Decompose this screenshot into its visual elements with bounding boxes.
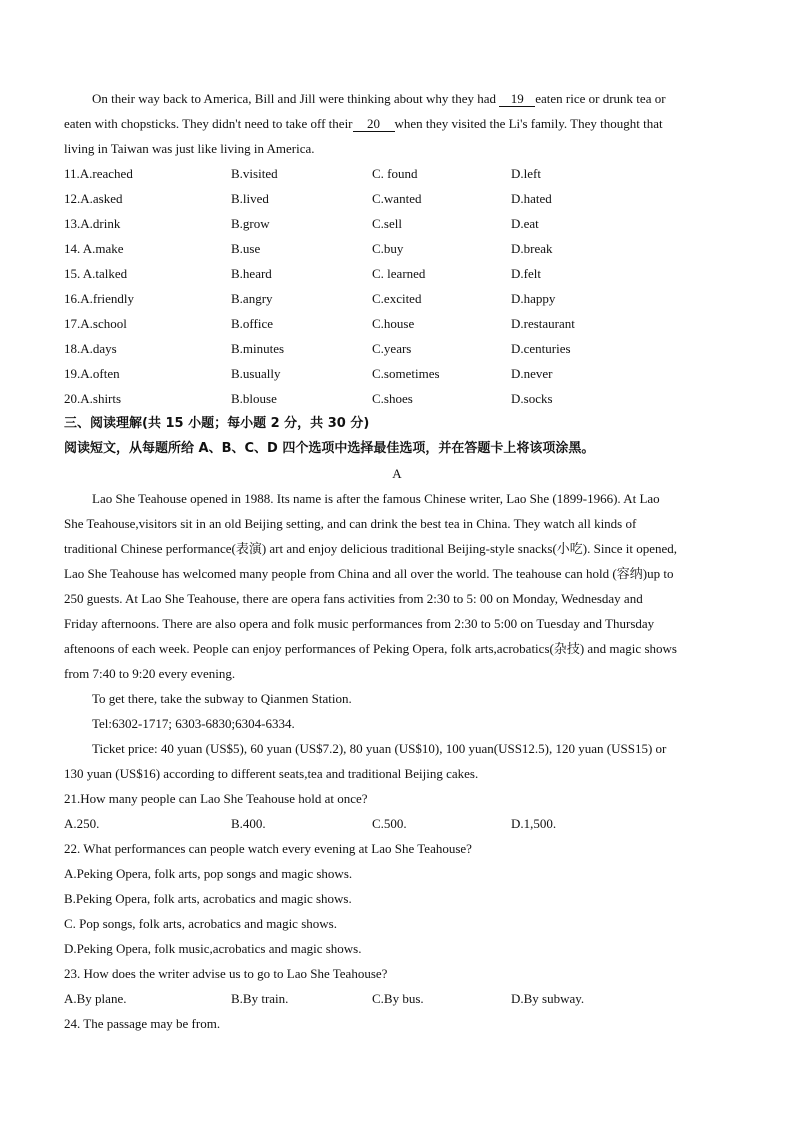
question-23-options <box>64 990 744 1008</box>
cloze-option-row <box>64 190 744 208</box>
option-c: C. learned <box>372 266 426 281</box>
option-b: B.Peking Opera, folk arts, acrobatics and magic shows. <box>64 891 352 906</box>
cloze-option-row <box>64 165 744 183</box>
question-24-stem: 24. The passage may be from. <box>64 1016 221 1031</box>
cloze-option-row <box>64 215 744 233</box>
option-a: A.By plane. <box>64 991 127 1006</box>
option-a: 13.A.drink <box>64 216 121 231</box>
telephone-info: Tel:6302-1717; 6303-6830;6304-6334. <box>92 716 295 731</box>
passage-line: Lao She Teahouse has welcomed many people from China and all over the world. The teahouse can hold (容纳)up to <box>64 566 674 581</box>
section-instruction: 阅读短文，从每题所给 A、B、C、D 四个选项中选择最佳选项，并在答题卡上将该项涂黑。 <box>64 441 595 456</box>
option-b: B.lived <box>231 191 269 206</box>
cloze-passage-line-2 <box>64 115 663 133</box>
question-21-stem: 21.How many people can Lao She Teahouse hold at once? <box>64 791 368 806</box>
option-b: B.heard <box>231 266 272 281</box>
question-21-options <box>64 815 744 833</box>
passage-line: She Teahouse,visitors sit in an old Beijing setting, and can drink the best tea in China. They watch all kinds of <box>64 516 637 531</box>
option-c: C.shoes <box>372 391 413 406</box>
option-b: B.By train. <box>231 991 289 1006</box>
option-d: D.restaurant <box>511 316 575 331</box>
ticket-price-line-2: 130 yuan (US$16) according to different seats,tea and traditional Beijing cakes. <box>64 766 479 781</box>
option-b: B.minutes <box>231 341 285 356</box>
option-c: C.house <box>372 316 415 331</box>
option-d: D.never <box>511 366 553 381</box>
option-a: 14. A.make <box>64 241 124 256</box>
option-b: B.grow <box>231 216 270 231</box>
option-d: D.hated <box>511 191 552 206</box>
option-d: D.socks <box>511 391 553 406</box>
cloze-option-row <box>64 290 744 308</box>
question-23-stem: 23. How does the writer advise us to go to Lao She Teahouse? <box>64 966 388 981</box>
option-c: C.excited <box>372 291 422 306</box>
cloze-text: when they visited the Li's family. They thought that <box>394 116 663 131</box>
option-b: B.angry <box>231 291 273 306</box>
cloze-text: eaten rice or drunk tea or <box>535 91 666 106</box>
option-a: 19.A.often <box>64 366 120 381</box>
cloze-option-row <box>64 365 744 383</box>
option-b: B.use <box>231 241 261 256</box>
option-d: D.felt <box>511 266 541 281</box>
question-22-stem: 22. What performances can people watch every evening at Lao She Teahouse? <box>64 841 472 856</box>
cloze-option-row <box>64 340 744 358</box>
passage-line: Friday afternoons. There are also opera and folk music performances from 2:30 to 5:00 on Tuesday and Thursday <box>64 616 655 631</box>
ticket-price-line-1: Ticket price: 40 yuan (US$5), 60 yuan (US$7.2), 80 yuan (US$10), 100 yuan(USS12.5), 120 yuan (USS15) or <box>92 741 667 756</box>
option-a: 11.A.reached <box>64 166 133 181</box>
option-a: 18.A.days <box>64 341 117 356</box>
option-b: B.usually <box>231 366 281 381</box>
option-b: B.400. <box>231 816 266 831</box>
option-c: C.500. <box>372 816 407 831</box>
blank-20: 20 <box>353 116 395 132</box>
option-a: A.Peking Opera, folk arts, pop songs and magic shows. <box>64 866 353 881</box>
cloze-option-row <box>64 240 744 258</box>
cloze-passage-line-3: living in Taiwan was just like living in America. <box>64 141 315 156</box>
option-d: D.centuries <box>511 341 571 356</box>
option-d: D.eat <box>511 216 539 231</box>
option-c: C.wanted <box>372 191 422 206</box>
passage-line: from 7:40 to 9:20 every evening. <box>64 666 236 681</box>
cloze-text: On their way back to America, Bill and Jill were thinking about why they had <box>92 91 500 106</box>
subway-info: To get there, take the subway to Qianmen Station. <box>92 691 352 706</box>
option-d: D.By subway. <box>511 991 585 1006</box>
passage-line: traditional Chinese performance(表演) art and enjoy delicious traditional Beijing-style snacks(小吃). Since it opened, <box>64 541 677 556</box>
option-a: 20.A.shirts <box>64 391 122 406</box>
option-c: C.sometimes <box>372 366 440 381</box>
option-d: D.1,500. <box>511 816 557 831</box>
option-a: 15. A.talked <box>64 266 128 281</box>
passage-line: Lao She Teahouse opened in 1988. Its name is after the famous Chinese writer, Lao She (1899-1966). At Lao <box>92 491 660 506</box>
option-b: B.office <box>231 316 273 331</box>
option-d: D.left <box>511 166 541 181</box>
option-a: 12.A.asked <box>64 191 123 206</box>
option-d: D.break <box>511 241 553 256</box>
option-d: D.Peking Opera, folk music,acrobatics and magic shows. <box>64 941 362 956</box>
cloze-option-row <box>64 265 744 283</box>
cloze-option-row <box>64 315 744 333</box>
blank-19: 19 <box>499 91 535 107</box>
passage-label: A <box>392 466 402 481</box>
cloze-option-row <box>64 390 744 408</box>
option-c: C.By bus. <box>372 991 424 1006</box>
cloze-passage-line-1 <box>92 90 666 108</box>
option-d: D.happy <box>511 291 556 306</box>
option-c: C. found <box>372 166 418 181</box>
passage-line: aftenoons of each week. People can enjoy performances of Peking Opera, folk arts,acrobatics(杂技) and magic shows <box>64 641 677 656</box>
option-c: C.sell <box>372 216 402 231</box>
option-c: C.buy <box>372 241 404 256</box>
option-b: B.visited <box>231 166 278 181</box>
option-a: 16.A.friendly <box>64 291 135 306</box>
section-heading: 三、阅读理解(共 15 小题；每小题 2 分，共 30 分) <box>64 416 370 431</box>
option-c: C.years <box>372 341 412 356</box>
passage-line: 250 guests. At Lao She Teahouse, there are opera fans activities from 2:30 to 5: 00 on Monday, Wednesday and <box>64 591 643 606</box>
option-c: C. Pop songs, folk arts, acrobatics and magic shows. <box>64 916 337 931</box>
option-b: B.blouse <box>231 391 277 406</box>
option-a: A.250. <box>64 816 100 831</box>
option-a: 17.A.school <box>64 316 127 331</box>
cloze-text: eaten with chopsticks. They didn't need to take off their <box>64 116 353 131</box>
